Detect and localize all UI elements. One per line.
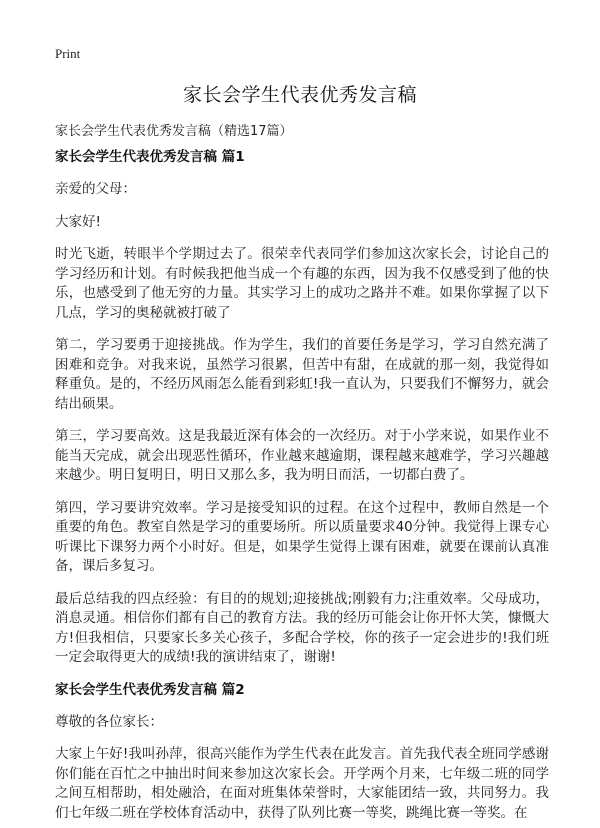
salutation: 尊敬的各位家长： (55, 713, 163, 730)
page-title: 家长会学生代表优秀发言稿 (182, 84, 417, 106)
document-body (55, 148, 549, 828)
section-heading-2: 家长会学生代表优秀发言稿 篇2 (55, 681, 245, 698)
section-heading-1: 家长会学生代表优秀发言稿 篇1 (55, 149, 245, 165)
document-subtitle: 家长会学生代表优秀发言稿（精选17篇） (55, 124, 293, 139)
paragraph: 最后总结我的四点经验：有目的的规划;迎接挑战;刚毅有力;注重效率。父母成功，消息灵通。相信你们都有自己的教育方法。我的经历可能会让你开怀大笑，慷慨大方!但我相信，只要家长多关心孩子，多配合学校，你的孩子一定会进步的!我们班一定会取得更大的成绩!我的演讲结束了，谢谢! (55, 590, 549, 665)
print-label[interactable]: Print (55, 46, 81, 61)
paragraph: 第三，学习要高效。这是我最近深有体会的一次经历。对于小学来说，如果作业不能当天完成，就会出现恶性循环，作业越来越逾期，课程越来越难学，学习兴趣越来越少。明日复明日，明日又那么多，我为明日而活，一切都白费了。 (55, 428, 549, 483)
paragraph: 大家上午好!我叫孙萍，很高兴能作为学生代表在此发言。首先我代表全班同学感谢你们能在百忙之中抽出时间来参加这次家长会。开学两个月来，七年级二班的同学之间互相帮助，相处融洽，在面对班集体荣誉时，大家能团结一致，共同努力。我们七年级二班在学校体育活动中，获得了队列比赛一等奖，跳绳比赛一等奖。在 (55, 746, 549, 821)
greeting: 大家好! (55, 213, 101, 230)
paragraph: 第四，学习要讲究效率。学习是接受知识的过程。在这个过程中，教师自然是一个重要的角色。教室自然是学习的重要场所。所以质量要求40分钟。我觉得上课专心听课比下课努力两个小时好。但是，如果学生觉得上课有困难，就要在课前认真准备，课后多复习。 (55, 499, 549, 574)
salutation: 亲爱的父母： (55, 181, 136, 197)
paragraph: 第二，学习要勇于迎接挑战。作为学生，我们的首要任务是学习，学习自然充满了困难和竞争。对我来说，虽然学习很累，但苦中有甜，在成就的那一刻，我觉得如释重负。是的，不经历风雨怎么能看到彩虹!我一直认为，只要我们不懈努力，就会结出硕果。 (55, 337, 549, 412)
paragraph: 时光飞逝，转眼半个学期过去了。很荣幸代表同学们参加这次家长会，讨论自己的学习经历和计划。有时候我把他当成一个有趣的东西，因为我不仅感受到了他的快乐，也感受到了他无穷的力量。其实学习上的成功之路并不难。如果你掌握了以下几点，学习的奥秘就被打破了 (55, 246, 549, 321)
